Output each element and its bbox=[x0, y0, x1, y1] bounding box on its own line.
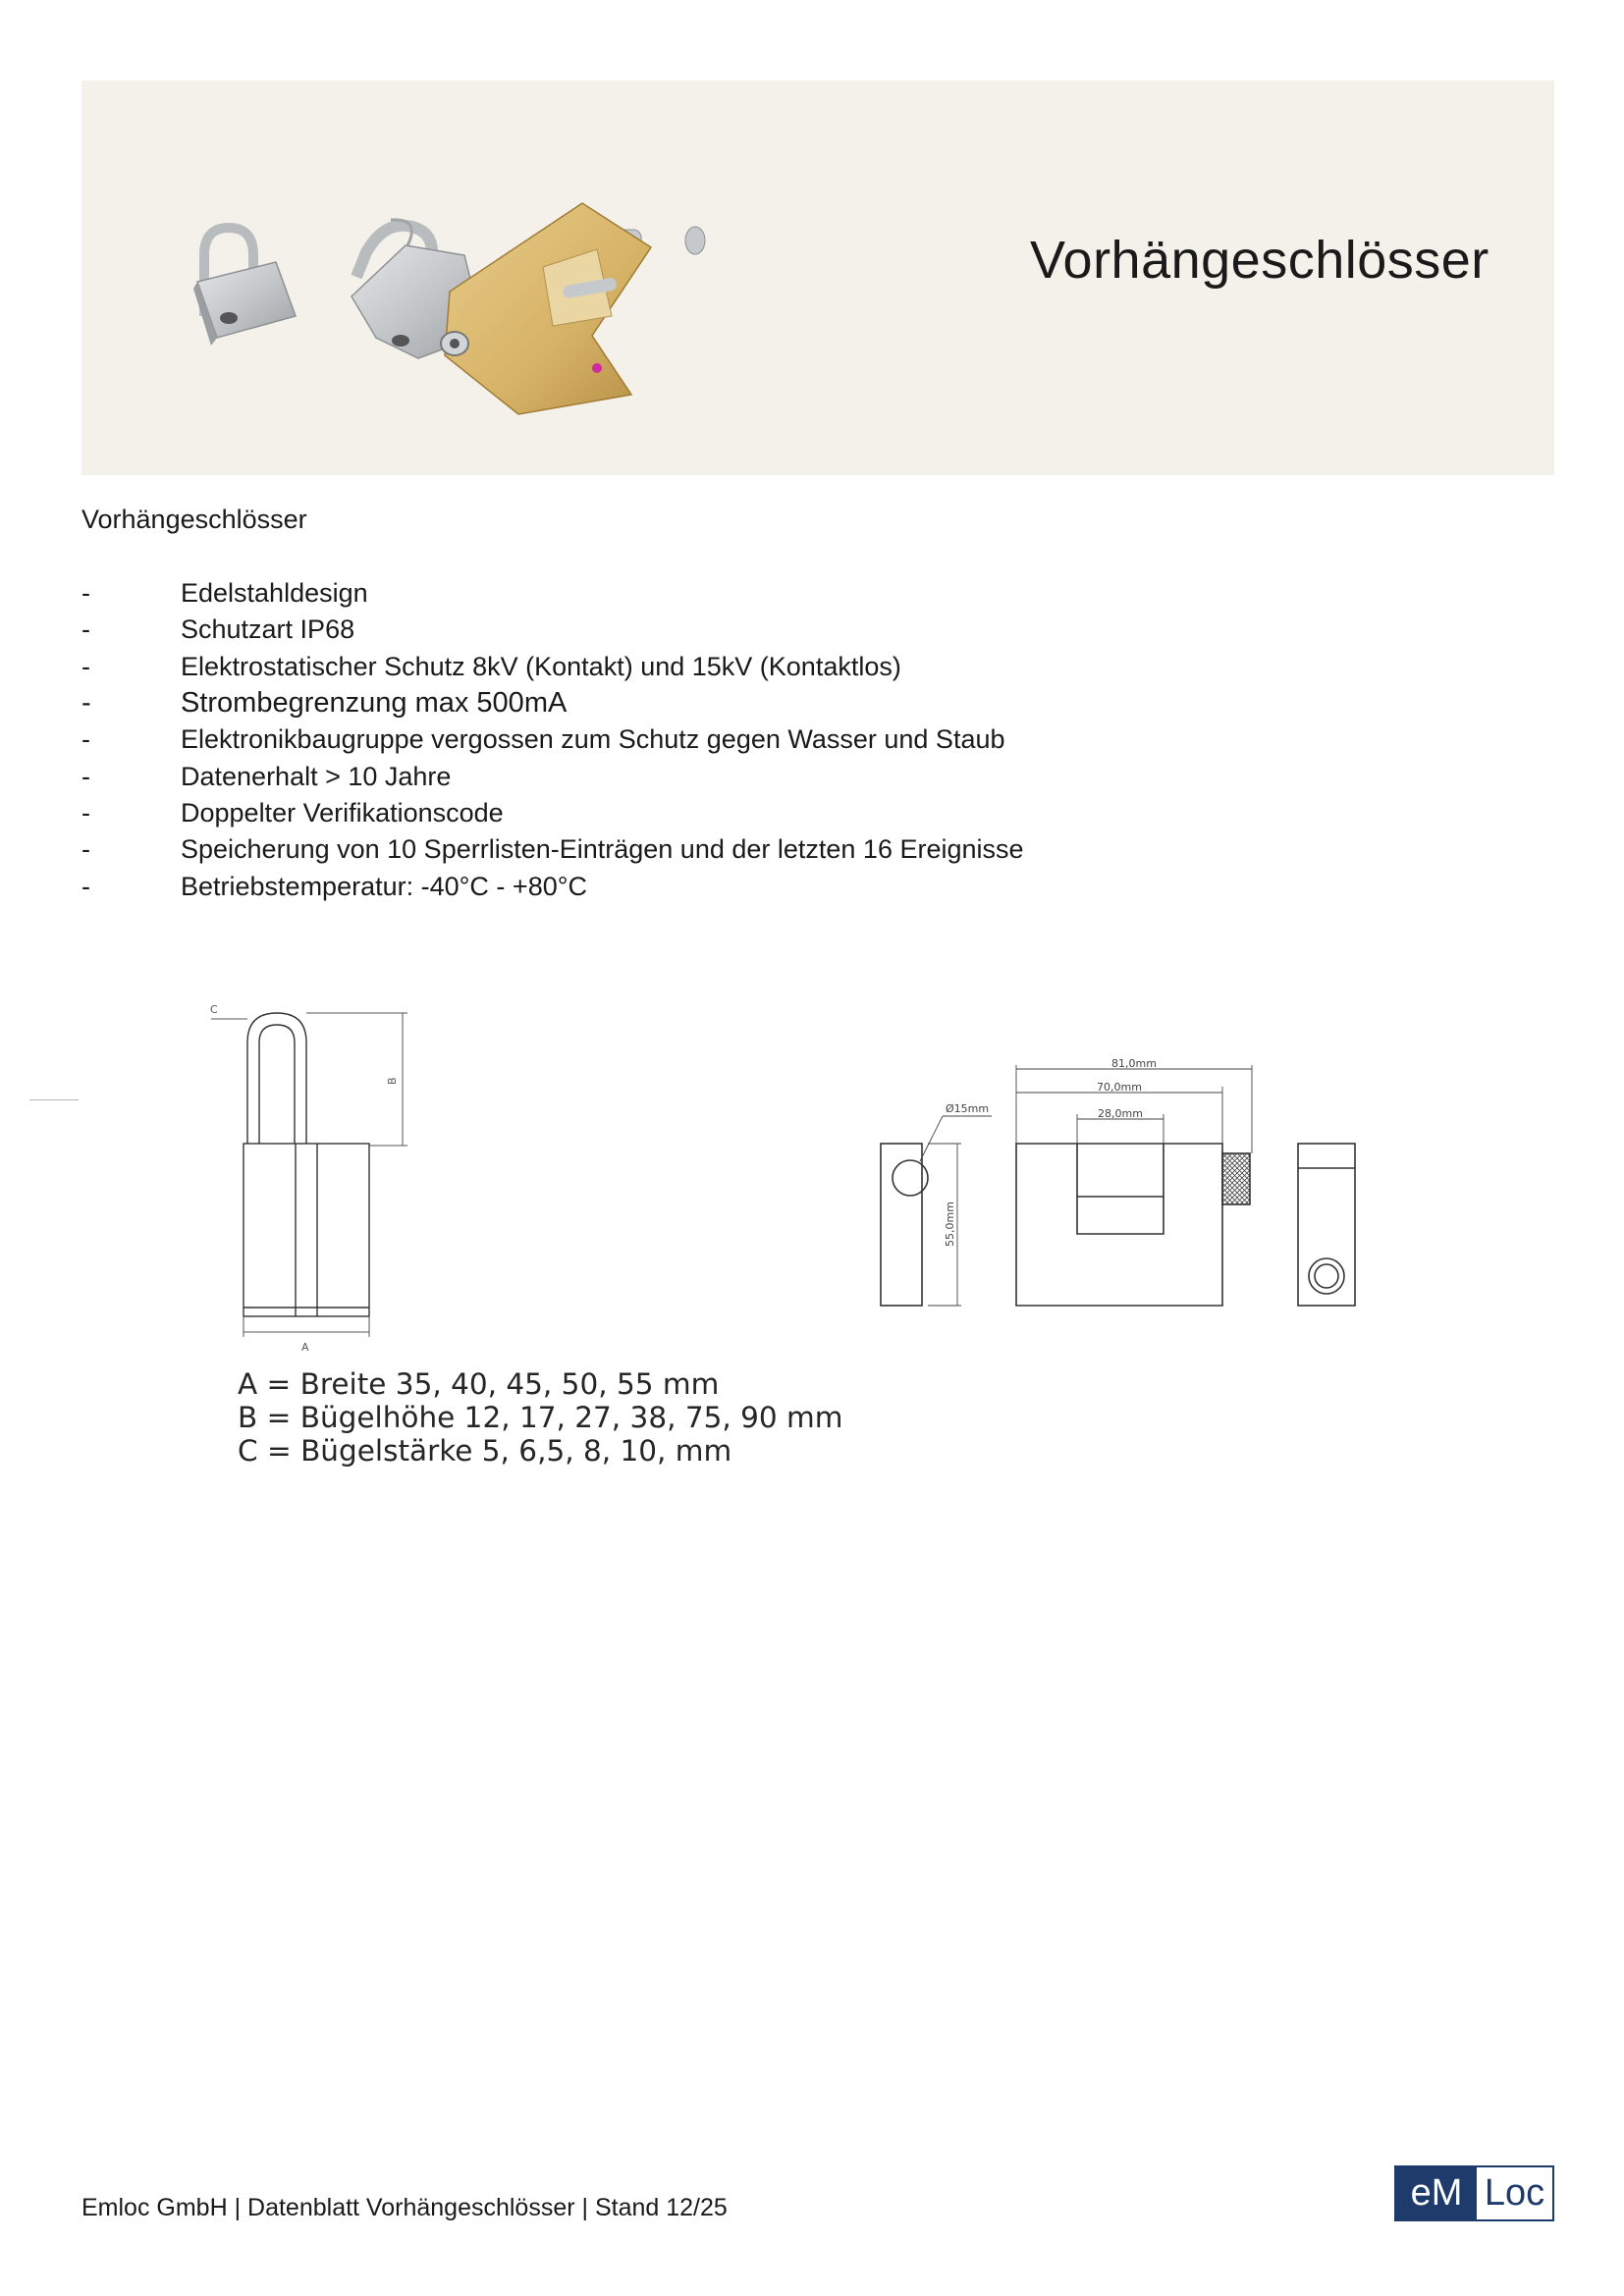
list-item bbox=[81, 795, 1024, 831]
feature-text: Doppelter Verifikationscode bbox=[181, 797, 504, 828]
banner-title: Vorhängeschlösser bbox=[1030, 231, 1489, 290]
logo-right: Loc bbox=[1484, 2172, 1545, 2214]
dimension-b: B = Bügelhöhe 12, 17, 27, 38, 75, 90 mm bbox=[238, 1401, 843, 1434]
margin-mark bbox=[29, 1099, 79, 1100]
dim-81: 81,0mm bbox=[1111, 1057, 1157, 1070]
bullet-dash: - bbox=[81, 834, 90, 865]
bullet-dash: - bbox=[81, 651, 90, 681]
list-item bbox=[81, 831, 1024, 868]
bullet-dash: - bbox=[81, 687, 91, 720]
feature-text: Edelstahldesign bbox=[181, 578, 368, 609]
brass-shackle-lock-icon bbox=[441, 203, 705, 414]
dim-diameter: Ø15mm bbox=[946, 1102, 990, 1115]
list-item bbox=[81, 758, 1024, 794]
dimension-legend bbox=[238, 1367, 843, 1468]
dim-70: 70,0mm bbox=[1097, 1081, 1142, 1094]
list-item bbox=[81, 649, 1024, 685]
bullet-dash: - bbox=[81, 871, 90, 901]
bullet-dash: - bbox=[81, 578, 90, 609]
feature-text: Elektrostatischer Schutz 8kV (Kontakt) und 15kV (Kontaktlos) bbox=[181, 651, 901, 681]
shackle-lock-drawing bbox=[869, 1055, 1360, 1310]
dim-55: 55,0mm bbox=[944, 1201, 956, 1247]
list-item bbox=[81, 721, 1024, 758]
bullet-dash: - bbox=[81, 761, 90, 791]
label-b: B bbox=[386, 1077, 399, 1085]
feature-text: Datenerhalt > 10 Jahre bbox=[181, 761, 452, 791]
bullet-dash: - bbox=[81, 797, 90, 828]
feature-list bbox=[81, 575, 1024, 905]
header-banner bbox=[81, 80, 1554, 475]
label-a: A bbox=[301, 1341, 309, 1354]
feature-text: Schutzart IP68 bbox=[181, 614, 355, 645]
feature-text: Elektronikbaugruppe vergossen zum Schutz gegen Wasser und Staub bbox=[181, 724, 1005, 755]
footer-text: Emloc GmbH | Datenblatt Vorhängeschlösser | Stand 12/25 bbox=[81, 2194, 728, 2221]
feature-text: Betriebstemperatur: -40°C - +80°C bbox=[181, 871, 588, 901]
list-item bbox=[81, 685, 1024, 721]
dimension-a: A = Breite 35, 40, 45, 50, 55 mm bbox=[238, 1367, 720, 1401]
bullet-dash: - bbox=[81, 724, 90, 755]
padlock-small-icon bbox=[193, 228, 296, 346]
emloc-logo bbox=[1394, 2165, 1554, 2221]
list-item bbox=[81, 575, 1024, 612]
feature-text: Speicherung von 10 Sperrlisten-Einträgen und der letzten 16 Ereignisse bbox=[181, 834, 1024, 865]
list-item bbox=[81, 612, 1024, 648]
dimension-c: C = Bügelstärke 5, 6,5, 8, 10, mm bbox=[238, 1434, 732, 1468]
label-c: C bbox=[210, 1003, 218, 1016]
feature-text: Strombegrenzung max 500mA bbox=[181, 687, 568, 720]
logo-left: eM bbox=[1396, 2167, 1477, 2219]
section-title: Vorhängeschlösser bbox=[81, 505, 307, 534]
dim-28: 28,0mm bbox=[1098, 1107, 1143, 1120]
padlock-drawing bbox=[196, 991, 432, 1354]
bullet-dash: - bbox=[81, 614, 90, 645]
list-item bbox=[81, 868, 1024, 904]
